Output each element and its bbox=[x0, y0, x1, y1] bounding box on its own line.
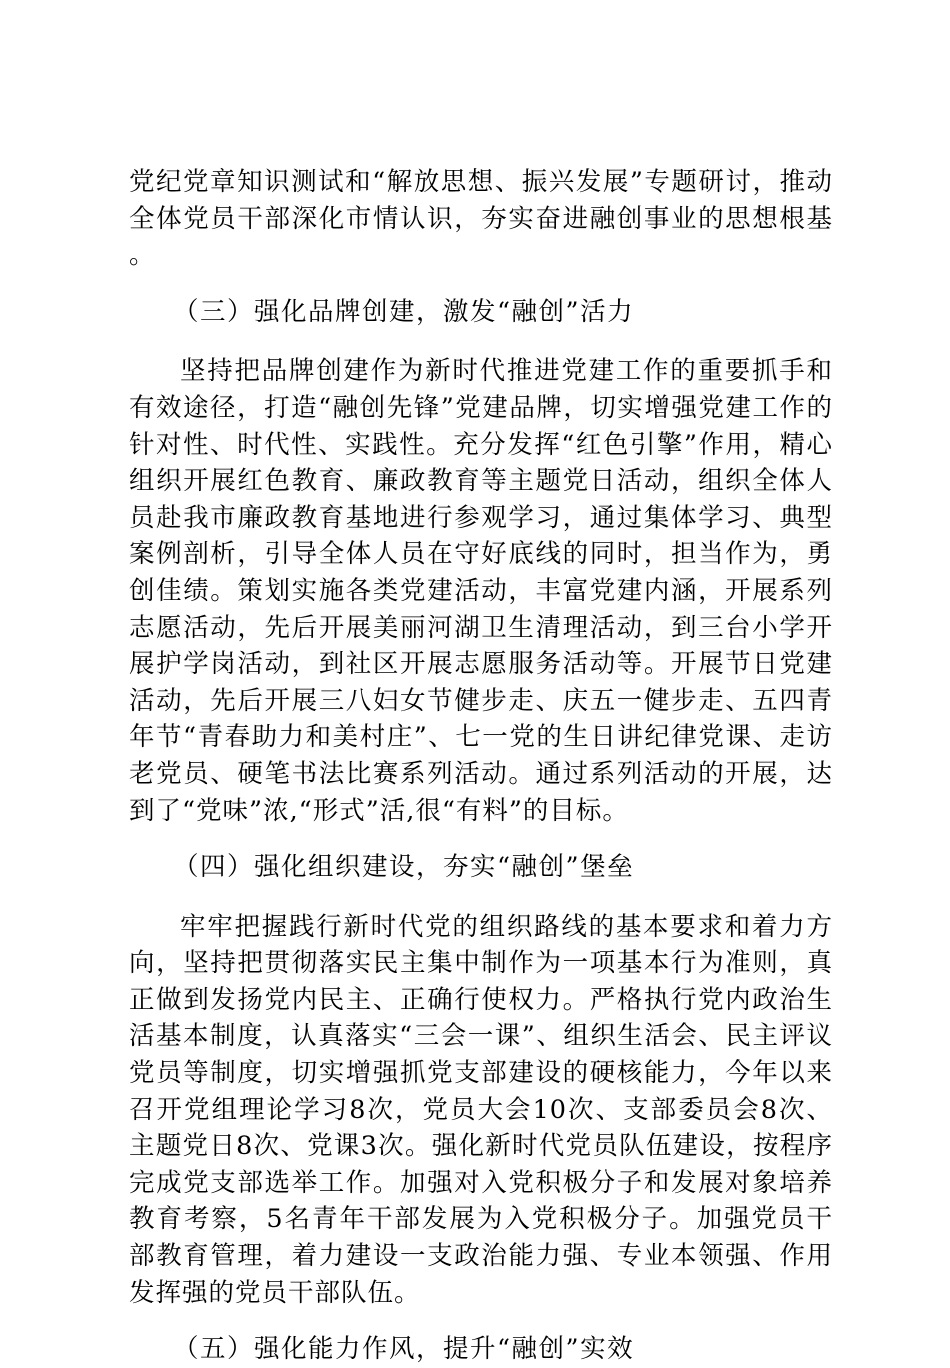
paragraph-continuation: 党纪党章知识测试和“解放思想、振兴发展”专题研讨，推动全体党员干部深化市情认识，夯实奋进融创事业的思想根基。 bbox=[129, 167, 833, 271]
paragraph-spacer bbox=[129, 829, 833, 849]
paragraph-spacer bbox=[129, 330, 833, 353]
paragraph-spacer bbox=[129, 886, 833, 909]
paragraph-brand-building: 坚持把品牌创建作为新时代推进党建工作的重要抓手和有效途径，打造“融创先锋”党建品牌，切实增强党建工作的针对性、时代性、实践性。充分发挥“红色引擎”作用，精心组织开展红色教育、廉政教育等主题党日活动，组织全体人员赴我市廉政教育基地进行参观学习，通过集体学习、典型案例剖析，引导全体人员在守好底线的同时，担当作为，勇创佳绩。策划实施各类党建活动，丰富党建内涵，开展系列志愿活动，先后开展美丽河湖卫生清理活动，到三台小学开展护学岗活动，到社区开展志愿服务活动等。开展节日党建活动，先后开展三八妇女节健步走、庆五一健步走、五四青年节“青春助力和美村庄”、七一党的生日讲纪律党课、走访老党员、硬笔书法比赛系列活动。通过系列活动的开展，达到了“党味”浓,“形式”活,很“有料”的目标。 bbox=[129, 356, 833, 826]
section-heading-3: （三）强化品牌创建，激发“融创”活力 bbox=[173, 296, 635, 327]
section-heading-4: （四）强化组织建设，夯实“融创”堡垒 bbox=[173, 852, 635, 883]
paragraph-organization-building: 牢牢把握践行新时代党的组织路线的基本要求和着力方向，坚持把贯彻落实民主集中制作为一项基本行为准则，真正做到发扬党内民主、正确行使权力。严格执行党内政治生活基本制度，认真落实“三会一课”、组织生活会、民主评议党员等制度，切实增强抓党支部建设的硬核能力，今年以来召开党组理论学习8次，党员大会10次、支部委员会8次、主题党日8次、党课3次。强化新时代党员队伍建设，按程序完成党支部选举工作。加强对入党积极分子和发展对象培养教育考察，5名青年干部发展为入党积极分子。加强党员干部教育管理，着力建设一支政治能力强、专业本领强、作用发挥强的党员干部队伍。 bbox=[129, 911, 833, 1308]
paragraph-spacer bbox=[129, 1311, 833, 1331]
document-body bbox=[129, 164, 833, 1368]
section-heading-5: （五）强化能力作风，提升“融创”实效 bbox=[173, 1334, 635, 1365]
paragraph-spacer bbox=[129, 274, 833, 294]
